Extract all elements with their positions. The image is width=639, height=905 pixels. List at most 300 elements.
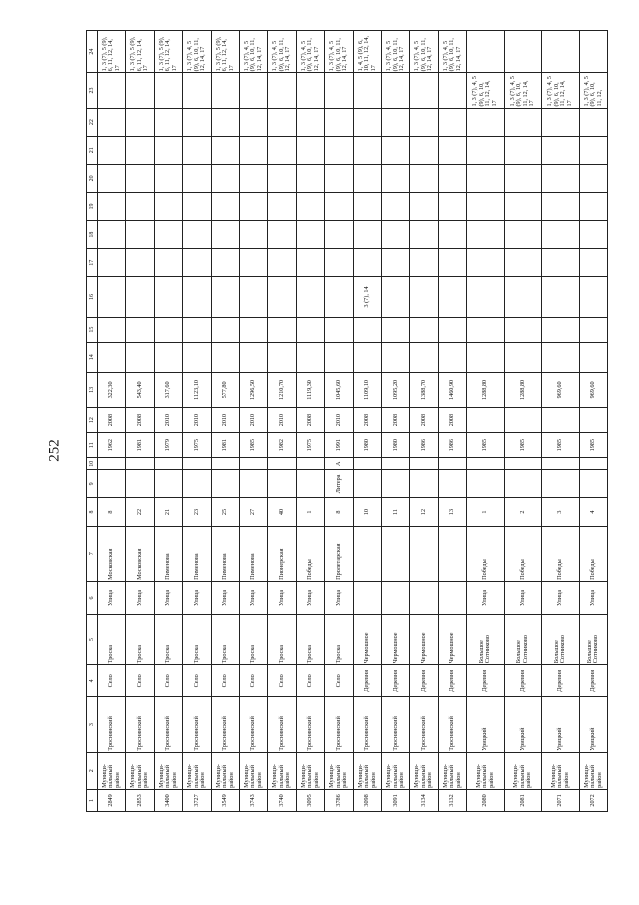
- table-cell: Пионерская: [268, 526, 296, 581]
- table-cell: 22: [126, 498, 154, 526]
- table-cell: [211, 317, 239, 342]
- table-cell: [325, 249, 353, 277]
- table-cell: Муници-пальный район: [579, 752, 608, 789]
- table-cell: Победы: [579, 526, 608, 581]
- table-cell: [154, 277, 182, 317]
- table-cell: 1388,70: [410, 372, 438, 407]
- column-number-header: 8: [87, 498, 98, 526]
- table-cell: [410, 164, 438, 192]
- table-cell: [154, 108, 182, 136]
- column-number-header: 3: [87, 697, 98, 752]
- column-number-header: 6: [87, 581, 98, 614]
- table-cell: Урицкий: [579, 697, 608, 752]
- table-cell: [382, 470, 410, 498]
- table-cell: 8: [98, 498, 126, 526]
- table-cell: [579, 164, 608, 192]
- table-cell: [438, 73, 466, 108]
- table-cell: [504, 470, 541, 498]
- table-cell: [542, 221, 579, 249]
- table-cell: 3132: [438, 789, 466, 811]
- table-cell: 2008: [98, 408, 126, 433]
- table-cell: 11: [382, 498, 410, 526]
- table-cell: Муници-пальный район: [542, 752, 579, 789]
- table-cell: 25: [211, 498, 239, 526]
- table-cell: Троска: [98, 615, 126, 665]
- table-cell: Большое Сотниково: [467, 615, 504, 665]
- table-cell: Деревня: [504, 665, 541, 697]
- table-cell: [183, 249, 211, 277]
- table-cell: [410, 581, 438, 614]
- table-cell: [410, 108, 438, 136]
- table-cell: [126, 108, 154, 136]
- table-cell: Улица: [467, 581, 504, 614]
- table-cell: 3098: [353, 789, 381, 811]
- table-cell: [154, 317, 182, 342]
- table-cell: [211, 136, 239, 164]
- table-cell: 1: [296, 498, 324, 526]
- table-cell: [410, 277, 438, 317]
- table-cell: [296, 470, 324, 498]
- table-cell: Улица: [268, 581, 296, 614]
- table-row: [126, 31, 154, 812]
- column-number-header: 1: [87, 789, 98, 811]
- table-cell: [325, 342, 353, 372]
- table-cell: [268, 164, 296, 192]
- table-cell: 1296,50: [240, 372, 268, 407]
- table-cell: [211, 164, 239, 192]
- table-cell: [98, 73, 126, 108]
- table-cell: [467, 164, 504, 192]
- table-cell: [240, 221, 268, 249]
- table-cell: 3549: [211, 789, 239, 811]
- table-cell: 2010: [211, 408, 239, 433]
- table-cell: Село: [240, 665, 268, 697]
- table-cell: Победы: [467, 526, 504, 581]
- table-cell: [353, 164, 381, 192]
- table-cell: Троснянский: [382, 697, 410, 752]
- column-number-header: 11: [87, 433, 98, 458]
- table-cell: [154, 73, 182, 108]
- table-cell: [542, 249, 579, 277]
- table-cell: [467, 31, 504, 73]
- table-cell: [183, 277, 211, 317]
- table-cell: [542, 164, 579, 192]
- table-cell: Деревня: [438, 665, 466, 697]
- table-cell: Троснянский: [126, 697, 154, 752]
- table-cell: [438, 249, 466, 277]
- table-cell: [296, 249, 324, 277]
- table-cell: 1, 3 (7), 4, 5 (9), 6, 10, 11, 12, 14, 17: [504, 73, 541, 108]
- table-cell: [382, 458, 410, 470]
- table-cell: Троснянский: [154, 697, 182, 752]
- table-cell: 2010: [183, 408, 211, 433]
- table-cell: [240, 136, 268, 164]
- table-cell: 2071: [542, 789, 579, 811]
- table-cell: [353, 458, 381, 470]
- table-cell: [542, 342, 579, 372]
- table-cell: Муници-пальный район: [410, 752, 438, 789]
- table-row: [504, 31, 541, 812]
- table-cell: [183, 470, 211, 498]
- table-cell: [183, 221, 211, 249]
- table-cell: 1, 3 (7), 5 (9), 6, 11, 12, 14, 17: [154, 31, 182, 73]
- table-row: [467, 31, 504, 812]
- table-cell: [579, 108, 608, 136]
- table-cell: Чермошное: [438, 615, 466, 665]
- table-cell: [126, 136, 154, 164]
- table-cell: Большое Сотниково: [542, 615, 579, 665]
- table-cell: 2008: [410, 408, 438, 433]
- column-number-header: 15: [87, 317, 98, 342]
- table-cell: [325, 221, 353, 249]
- table-cell: Большое Сотниково: [504, 615, 541, 665]
- table-cell: 1, 3 (7), 5 (9), 6, 11, 12, 14, 17: [126, 31, 154, 73]
- table-cell: [98, 277, 126, 317]
- column-number-header: 12: [87, 408, 98, 433]
- table-cell: [98, 342, 126, 372]
- table-cell: Село: [183, 665, 211, 697]
- table-cell: [467, 470, 504, 498]
- table-cell: [353, 108, 381, 136]
- column-number-header: 21: [87, 136, 98, 164]
- table-cell: А: [325, 458, 353, 470]
- table-cell: Муници-пальный район: [504, 752, 541, 789]
- table-cell: 2008: [126, 408, 154, 433]
- table-cell: [542, 192, 579, 220]
- table-cell: [542, 408, 579, 433]
- table-cell: 3134: [410, 789, 438, 811]
- table-cell: [504, 164, 541, 192]
- table-cell: [211, 470, 239, 498]
- table-cell: 1980: [382, 433, 410, 458]
- table-cell: 1, 3 (7), 4, 5 (9), 6, 10, 11, 12, 14, 17: [325, 31, 353, 73]
- table-cell: 1, 3 (7), 4, 5 (9), 6, 10, 11, 12, 14, 17: [382, 31, 410, 73]
- column-number-header: 13: [87, 372, 98, 407]
- table-cell: Село: [268, 665, 296, 697]
- table-cell: Муници-пальный район: [382, 752, 410, 789]
- table-row: [211, 31, 239, 812]
- table-cell: Московская: [126, 526, 154, 581]
- table-cell: [467, 221, 504, 249]
- table-cell: Муници-пальный район: [467, 752, 504, 789]
- table-cell: [296, 192, 324, 220]
- table-cell: Троска: [126, 615, 154, 665]
- table-cell: Улица: [504, 581, 541, 614]
- table-row: [296, 31, 324, 812]
- table-cell: 1985: [579, 433, 608, 458]
- table-cell: 1985: [467, 433, 504, 458]
- table-cell: Улица: [211, 581, 239, 614]
- table-cell: [296, 317, 324, 342]
- table-cell: [240, 458, 268, 470]
- table-cell: 577,80: [211, 372, 239, 407]
- table-cell: 10: [353, 498, 381, 526]
- table-cell: [126, 317, 154, 342]
- table-cell: Большое Сотниково: [579, 615, 608, 665]
- column-number-header: 7: [87, 526, 98, 581]
- table-cell: [382, 342, 410, 372]
- table-cell: [542, 458, 579, 470]
- table-cell: [126, 73, 154, 108]
- table-cell: 1962: [98, 433, 126, 458]
- table-cell: [467, 317, 504, 342]
- table-cell: [296, 136, 324, 164]
- table-cell: [438, 458, 466, 470]
- table-cell: [296, 342, 324, 372]
- table-cell: 2849: [98, 789, 126, 811]
- table-cell: Муници-пальный район: [353, 752, 381, 789]
- table-header-row: [87, 31, 98, 812]
- column-number-header: 14: [87, 342, 98, 372]
- table-cell: [296, 164, 324, 192]
- table-cell: Деревня: [382, 665, 410, 697]
- table-cell: Троснянский: [211, 697, 239, 752]
- table-cell: Пименова: [154, 526, 182, 581]
- table-cell: [542, 277, 579, 317]
- table-cell: 1, 3 (7), 4, 5 (9), 6, 10, 11, 12, 14, 17: [296, 31, 324, 73]
- table-cell: [126, 470, 154, 498]
- table-cell: 40: [268, 498, 296, 526]
- table-cell: [382, 73, 410, 108]
- table-cell: [268, 73, 296, 108]
- table-row: [410, 31, 438, 812]
- table-cell: [542, 108, 579, 136]
- table-cell: [353, 342, 381, 372]
- table-cell: 1460,90: [438, 372, 466, 407]
- table-cell: [325, 136, 353, 164]
- table-cell: [126, 249, 154, 277]
- table-cell: Улица: [126, 581, 154, 614]
- table-cell: Улица: [542, 581, 579, 614]
- table-cell: [211, 342, 239, 372]
- column-number-header: 9: [87, 470, 98, 498]
- table-cell: 969,60: [579, 372, 608, 407]
- table-cell: [382, 581, 410, 614]
- table-cell: [579, 470, 608, 498]
- table-cell: [579, 31, 608, 73]
- table-cell: [410, 221, 438, 249]
- table-cell: [504, 136, 541, 164]
- table-cell: 8: [325, 498, 353, 526]
- column-number-header: 5: [87, 615, 98, 665]
- table-cell: Муници-пальный район: [98, 752, 126, 789]
- table-cell: 1991: [325, 433, 353, 458]
- table-cell: 3095: [296, 789, 324, 811]
- table-cell: [211, 458, 239, 470]
- table-cell: [438, 277, 466, 317]
- table-cell: 1119,30: [296, 372, 324, 407]
- table-cell: [296, 108, 324, 136]
- table-cell: [183, 342, 211, 372]
- table-cell: [268, 317, 296, 342]
- table-cell: [382, 526, 410, 581]
- table-cell: [353, 526, 381, 581]
- table-cell: Московская: [98, 526, 126, 581]
- table-cell: 2072: [579, 789, 608, 811]
- table-cell: 3: [542, 498, 579, 526]
- table-cell: Муници-пальный район: [154, 752, 182, 789]
- table-cell: 1, 3 (7), 4, 5 (9), 6, 10, 11, 12, 14, 17: [410, 31, 438, 73]
- table-cell: [240, 470, 268, 498]
- table-cell: Троснянский: [325, 697, 353, 752]
- table-cell: [98, 458, 126, 470]
- table-cell: [438, 221, 466, 249]
- table-cell: [325, 192, 353, 220]
- table-cell: 1986: [438, 433, 466, 458]
- table-cell: 2010: [325, 408, 353, 433]
- table-cell: [353, 136, 381, 164]
- table-row: [353, 31, 381, 812]
- table-cell: 1, 3 (7), 4, 5 (9), 6, 10, 11, 12, 14, 17: [438, 31, 466, 73]
- table-cell: [98, 108, 126, 136]
- table-cell: [579, 136, 608, 164]
- table-cell: Деревня: [410, 665, 438, 697]
- table-cell: [542, 470, 579, 498]
- table-cell: Муници-пальный район: [183, 752, 211, 789]
- table-cell: Пименова: [240, 526, 268, 581]
- table-cell: Троска: [183, 615, 211, 665]
- table-cell: [467, 408, 504, 433]
- table-cell: [382, 164, 410, 192]
- table-cell: Улица: [98, 581, 126, 614]
- table-cell: [542, 31, 579, 73]
- table-cell: Урицкий: [467, 697, 504, 752]
- table-cell: [98, 317, 126, 342]
- table-cell: 1123,10: [183, 372, 211, 407]
- table-cell: Деревня: [579, 665, 608, 697]
- table-cell: [211, 192, 239, 220]
- table-row: [154, 31, 182, 812]
- table-cell: Троснянский: [438, 697, 466, 752]
- table-cell: 3 (7), 14: [353, 277, 381, 317]
- table-cell: [410, 136, 438, 164]
- table-cell: 1986: [410, 433, 438, 458]
- table-cell: [438, 192, 466, 220]
- table-cell: [467, 192, 504, 220]
- column-number-header: 4: [87, 665, 98, 697]
- table-cell: 3743: [240, 789, 268, 811]
- table-cell: 1, 3 (7), 4, 5 (9), 6, 10, 11, 12, 14, 17: [467, 73, 504, 108]
- table-cell: [240, 73, 268, 108]
- table-cell: 1985: [504, 433, 541, 458]
- column-number-header: 10: [87, 458, 98, 470]
- table-cell: 1981: [211, 433, 239, 458]
- table-cell: [438, 342, 466, 372]
- table-cell: Село: [325, 665, 353, 697]
- table-cell: 2008: [382, 408, 410, 433]
- table-cell: [504, 108, 541, 136]
- table-cell: Троснянский: [410, 697, 438, 752]
- table-cell: [211, 108, 239, 136]
- table-cell: Улица: [325, 581, 353, 614]
- table-cell: Троснянский: [240, 697, 268, 752]
- table-cell: [438, 526, 466, 581]
- table-cell: [467, 249, 504, 277]
- table-cell: Улица: [579, 581, 608, 614]
- column-number-header: 19: [87, 192, 98, 220]
- table-cell: Чермошное: [410, 615, 438, 665]
- table-cell: [504, 221, 541, 249]
- table-cell: 13: [438, 498, 466, 526]
- table-cell: [353, 192, 381, 220]
- table-cell: [240, 249, 268, 277]
- table-cell: [579, 317, 608, 342]
- table-cell: 1, 3 (7), 4, 5 (9), 6, 10, 11, 12,: [579, 73, 608, 108]
- table-cell: Улица: [183, 581, 211, 614]
- table-cell: [467, 458, 504, 470]
- table-cell: 1, 3 (7), 4, 5 (9), 6, 10, 11, 12, 14, 17: [268, 31, 296, 73]
- table-cell: 2008: [353, 408, 381, 433]
- table-cell: [410, 342, 438, 372]
- table-cell: [98, 249, 126, 277]
- table-row: [382, 31, 410, 812]
- table-cell: 2010: [240, 408, 268, 433]
- table-cell: [268, 277, 296, 317]
- table-cell: [240, 192, 268, 220]
- table-cell: [154, 342, 182, 372]
- table-cell: [154, 136, 182, 164]
- table-cell: Село: [296, 665, 324, 697]
- table-cell: [382, 277, 410, 317]
- table-cell: [154, 221, 182, 249]
- table-cell: [410, 458, 438, 470]
- table-cell: [98, 164, 126, 192]
- table-cell: [268, 136, 296, 164]
- table-cell: [126, 164, 154, 192]
- table-cell: [467, 108, 504, 136]
- table-cell: [154, 249, 182, 277]
- table-cell: [325, 73, 353, 108]
- table-cell: Муници-пальный район: [438, 752, 466, 789]
- table-cell: 1985: [240, 433, 268, 458]
- table-cell: [410, 526, 438, 581]
- table-cell: [126, 458, 154, 470]
- table-cell: [98, 192, 126, 220]
- table-cell: 969,60: [542, 372, 579, 407]
- table-cell: Победы: [542, 526, 579, 581]
- table-cell: Пименова: [183, 526, 211, 581]
- table-cell: [240, 164, 268, 192]
- table-cell: Троснянский: [183, 697, 211, 752]
- table-cell: Село: [126, 665, 154, 697]
- table-cell: 1288,80: [467, 372, 504, 407]
- table-cell: [353, 581, 381, 614]
- table-cell: [504, 277, 541, 317]
- table-cell: [467, 342, 504, 372]
- table-cell: [579, 408, 608, 433]
- table-cell: Троска: [211, 615, 239, 665]
- table-cell: Победы: [504, 526, 541, 581]
- table-cell: [382, 108, 410, 136]
- table-cell: [126, 277, 154, 317]
- table-cell: [240, 317, 268, 342]
- table-cell: [504, 408, 541, 433]
- table-cell: [438, 108, 466, 136]
- table-cell: [382, 317, 410, 342]
- table-cell: 3786: [325, 789, 353, 811]
- table-cell: 1109,10: [353, 372, 381, 407]
- table-cell: 1, 3 (7), 4, 5 (9), 6, 10, 11, 12, 14, 17: [542, 73, 579, 108]
- table-cell: Улица: [240, 581, 268, 614]
- table-cell: Троснянский: [296, 697, 324, 752]
- table-cell: [268, 458, 296, 470]
- table-cell: Пролетарская: [325, 526, 353, 581]
- table-cell: [504, 342, 541, 372]
- table-cell: 1288,80: [504, 372, 541, 407]
- table-cell: 2010: [154, 408, 182, 433]
- table-cell: [98, 136, 126, 164]
- table-cell: 1: [467, 498, 504, 526]
